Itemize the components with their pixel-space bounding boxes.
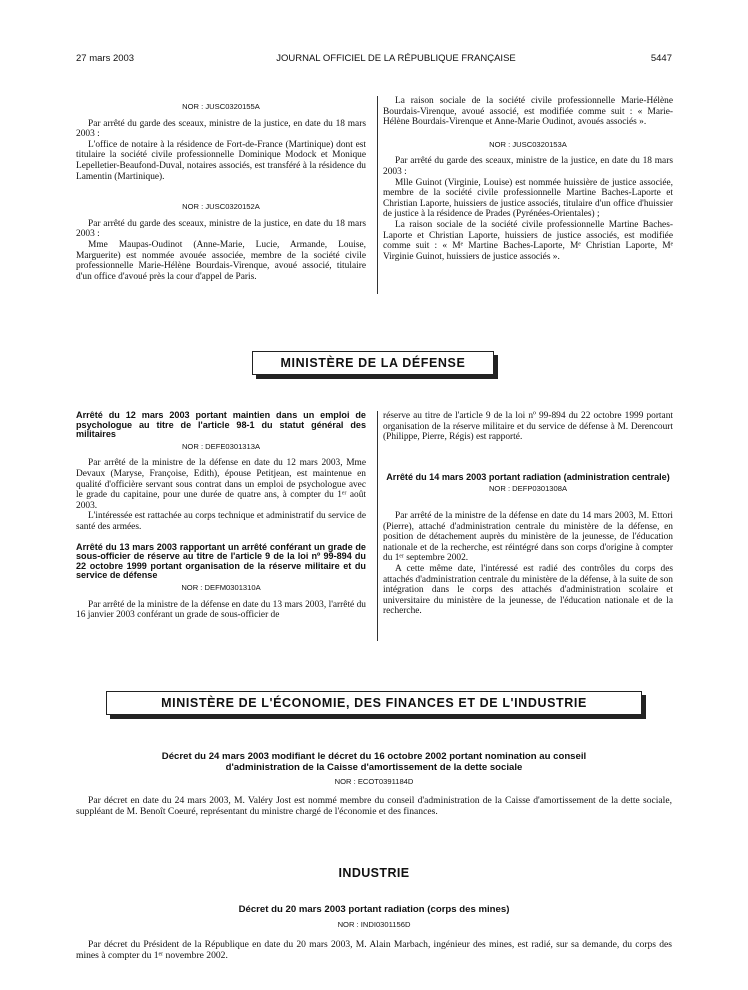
paragraph: Mlle Guinot (Virginie, Louise) est nommée huissière de justice associée, membre de la société civile professionnelle Martine Baches-Laporte et Christian Laporte, huissiers de justice associés, titulaire d'un office d'huissier de justice à la résidence de Prades (Pyrénées-Orientales) ; — [383, 177, 673, 220]
defense-right-column — [383, 411, 673, 617]
header-journal-title: JOURNAL OFFICIEL DE LA RÉPUBLIQUE FRANÇAISE — [276, 53, 516, 64]
nor-reference: NOR : DEFE0301313A — [181, 441, 261, 451]
header-date: 27 mars 2003 — [76, 53, 135, 64]
top-left-column — [76, 96, 366, 282]
paragraph: Par arrêté du garde des sceaux, ministre de la justice, en date du 18 mars 2003 : — [76, 118, 366, 140]
nor-reference: NOR : JUSC0320155A — [182, 102, 260, 111]
decree-title: Arrêté du 13 mars 2003 rapportant un arrêté conférant un grade de sous-officier de réserve au titre de l'article 9 de la loi nº 99-894 du 22 octobre 1999 portant organisation de la réserve militaire et du service de défense — [76, 541, 366, 581]
industrie-heading: INDUSTRIE — [338, 866, 410, 880]
paragraph: Par arrêté de la ministre de la défense en date du 13 mars 2003, l'arrêté du 16 janvier 2003 conférant un grade de sous-officier de — [76, 599, 366, 621]
nor-reference: NOR : INDI0301156D — [337, 919, 411, 929]
column-divider — [377, 96, 378, 294]
nor-reference: NOR : ECOT0391184D — [334, 777, 414, 786]
paragraph: Mme Maupas-Oudinot (Anne-Marie, Lucie, Armande, Louise, Marguerite) est nommée avouée associée, membre de la société civile professionnelle Marie-Hélène Bourdais-Virenque, avoué associé, titulaire d'un office d'avoué près la cour d'appel de Paris. — [76, 239, 366, 282]
defense-left-column — [76, 411, 366, 621]
paragraph: L'office de notaire à la résidence de Fort-de-France (Martinique) dont est titulaire la société civile professionnelle Dominique Modock et Monique Lepelletier-Beaufond-Duval, notaires associés, est transféré à la résidence du Lamentin (Martinique). — [76, 139, 366, 182]
decree-title: Décret du 20 mars 2003 portant radiation (corps des mines) — [238, 904, 510, 915]
paragraph: La raison sociale de la société civile professionnelle Marie-Hélène Bourdais-Virenque, avoué associé, est modifiée comme suit : « Marie-Hélène Bourdais-Virenque et Anne-Marie Oudinot, avoués associés ». — [383, 96, 673, 128]
nor-reference: NOR : JUSC0320153A — [489, 139, 567, 149]
paragraph: Par arrêté de la ministre de la défense en date du 14 mars 2003, M. Ettori (Pierre), attaché d'administration centrale du ministère de la défense, en position de détachement auprès du ministère de la jeunesse, de l'éducation nationale et de la recherche, est réintégré dans son corps d'origine à compter du 1ᵉʳ septembre 2002. — [383, 510, 673, 564]
ministry-defense-heading: MINISTÈRE DE LA DÉFENSE — [252, 351, 494, 375]
decree-title: Arrêté du 12 mars 2003 portant maintien dans un emploi de psychologue au titre de l'article 98-1 du statut général des militaires — [76, 410, 366, 440]
top-right-column — [383, 96, 673, 262]
paragraph: A cette même date, l'intéressé est radié des contrôles du corps des attachés d'administration centrale du ministère de la défense, à la suite de son intégration dans le corps des attachés d'administration scolaire et universitaire du ministère de la jeunesse, de l'éducation nationale et de la recherche. — [383, 563, 673, 617]
paragraph: réserve au titre de l'article 9 de la loi nº 99-894 du 22 octobre 1999 portant organisation de la réserve militaire et du service de défense à M. Derencourt (Philippe, Pierre, Régis) est rapporté. — [383, 411, 673, 443]
paragraph: Par décret en date du 24 mars 2003, M. Valéry Jost est nommé membre du conseil d'administration de la Caisse d'amortissement de la dette sociale, suppléant de M. Benoît Coeuré, représentant du ministre chargé de l'économie et des finances. — [76, 795, 672, 817]
ministry-economy-heading: MINISTÈRE DE L'ÉCONOMIE, DES FINANCES ET DE L'INDUSTRIE — [106, 691, 642, 715]
column-divider — [377, 411, 378, 641]
nor-reference: NOR : JUSC0320152A — [182, 202, 260, 212]
paragraph: Par arrêté du garde des sceaux, ministre de la justice, en date du 18 mars 2003 : — [76, 218, 366, 240]
paragraph: L'intéressée est rattachée au corps technique et administratif du service de santé des armées. — [76, 511, 366, 532]
decree-title: Décret du 24 mars 2003 modifiant le décret du 16 octobre 2002 portant nomination au conseil d'administration de la Caisse d'amortissement de la dette sociale — [161, 751, 587, 773]
paragraph: Par décret du Président de la République en date du 20 mars 2003, M. Alain Marbach, ingénieur des mines, est radié, sur sa demande, du corps des mines à compter du 1ᵉʳ novembre 2002. — [76, 938, 672, 961]
header-page-number: 5447 — [650, 53, 672, 64]
nor-reference: NOR : DEFP0301308A — [488, 484, 568, 494]
nor-reference: NOR : DEFM0301310A — [181, 582, 261, 592]
paragraph: Par arrêté de la ministre de la défense en date du 12 mars 2003, Mme Devaux (Maryse, Françoise, Edith), épouse Petitjean, est maintenue en qualité d'officière servant sous contrat dans un emploi de psychologue avec le grade du capitaine, pour une durée de quatre ans, à compter du 1ᵉʳ août 2003. — [76, 458, 366, 511]
decree-title: Arrêté du 14 mars 2003 portant radiation (administration centrale) — [386, 471, 670, 482]
paragraph: La raison sociale de la société civile professionnelle Martine Baches-Laporte et Christian Laporte, huissiers de justice associés, est modifiée comme suit : « Mᵉ Martine Baches-Laporte, Mᵉ Christian Laporte, Mᵉ Virginie Guinot, huissiers de justice associés ». — [383, 219, 673, 262]
paragraph: Par arrêté du garde des sceaux, ministre de la justice, en date du 18 mars 2003 : — [383, 156, 673, 177]
industrie-section — [76, 905, 672, 961]
economy-section — [76, 752, 672, 817]
